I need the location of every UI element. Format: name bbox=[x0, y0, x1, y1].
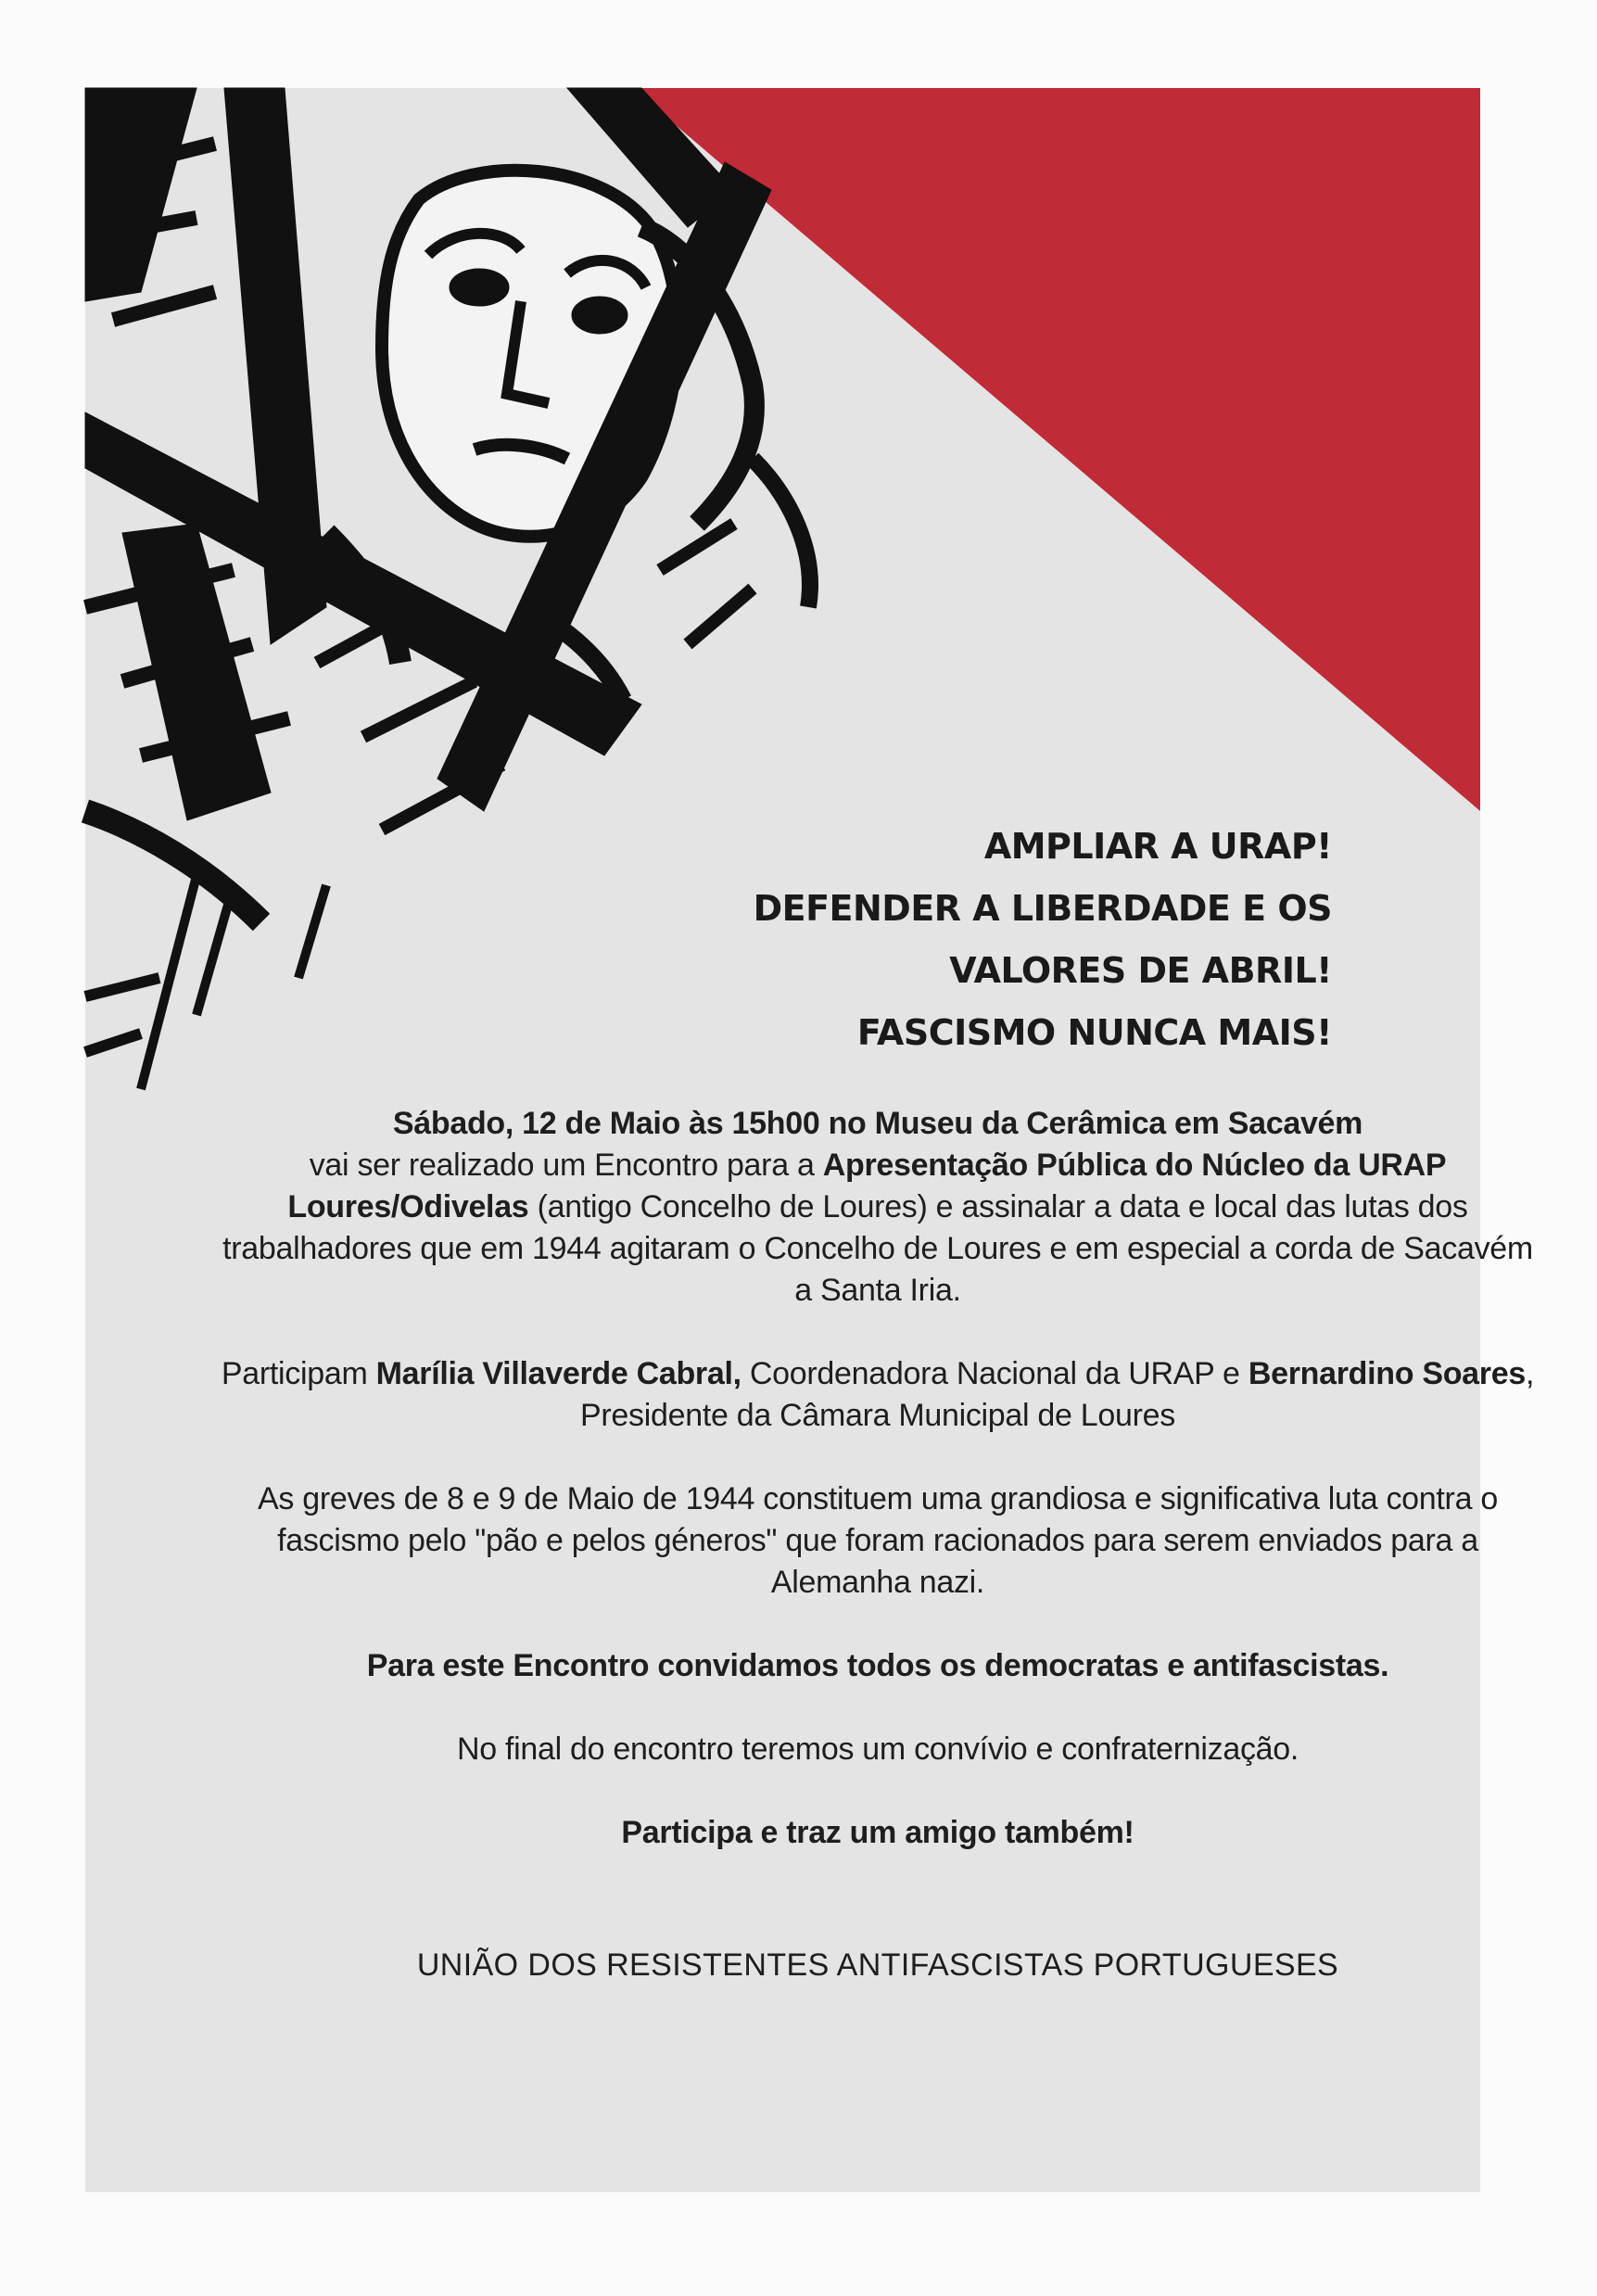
headline-2: DEFENDER A LIBERDADE E OS bbox=[753, 888, 1332, 929]
participants-paragraph bbox=[215, 1353, 1540, 1437]
headline-3: VALORES DE ABRIL! bbox=[949, 950, 1332, 991]
event-intro: vai ser realizado um Encontro para a bbox=[309, 1148, 815, 1183]
headline-block bbox=[754, 816, 1332, 1064]
participant-2-role: , Presidente da Câmara Municipal de Loures bbox=[580, 1356, 1535, 1433]
call-paragraph bbox=[215, 1812, 1540, 1854]
signature: UNIÃO DOS RESISTENTES ANTIFASCISTAS PORTUGUESES bbox=[416, 1947, 1339, 1983]
call-text: Participa e traz um amigo também! bbox=[621, 1815, 1134, 1850]
invite-paragraph bbox=[215, 1645, 1540, 1687]
flyer-body bbox=[215, 1103, 1540, 1986]
headline-1: AMPLIAR A URAP! bbox=[983, 826, 1332, 867]
event-rest: (antigo Concelho de Loures) e assinalar a data e local das lutas dos trabalhadores que em 1944 agitaram o Concelho de Loures e em especial a corda de Sacavém a Santa Iria. bbox=[222, 1189, 1533, 1308]
participant-2-name: Bernardino Soares bbox=[1248, 1356, 1526, 1391]
flyer-sheet bbox=[85, 88, 1535, 2192]
event-date-place: Sábado, 12 de Maio às 15h00 no Museu da Cerâmica em Sacavém bbox=[392, 1106, 1363, 1141]
history-paragraph: As greves de 8 e 9 de Maio de 1944 constituem uma grandiosa e significativa luta contra o fascismo pelo "pão e pelos géneros" que foram racionados para serem enviados para a Alemanha nazi. bbox=[258, 1481, 1498, 1600]
participant-1-role: Coordenadora Nacional da URAP e bbox=[749, 1356, 1240, 1391]
headline-4: FASCISMO NUNCA MAIS! bbox=[856, 1012, 1332, 1053]
event-highlight: Apresentação Pública do Núcleo da URAP Loures/Odivelas bbox=[287, 1148, 1447, 1224]
woodcut-illustration bbox=[85, 88, 810, 1089]
social-paragraph: No final do encontro teremos um convívio e confraternização. bbox=[456, 1732, 1299, 1767]
participant-1-name: Marília Villaverde Cabral, bbox=[375, 1356, 741, 1391]
event-paragraph bbox=[215, 1103, 1540, 1312]
invite-text: Para este Encontro convidamos todos os democratas e antifascistas. bbox=[366, 1648, 1389, 1683]
participants-prefix: Participam bbox=[221, 1356, 368, 1391]
